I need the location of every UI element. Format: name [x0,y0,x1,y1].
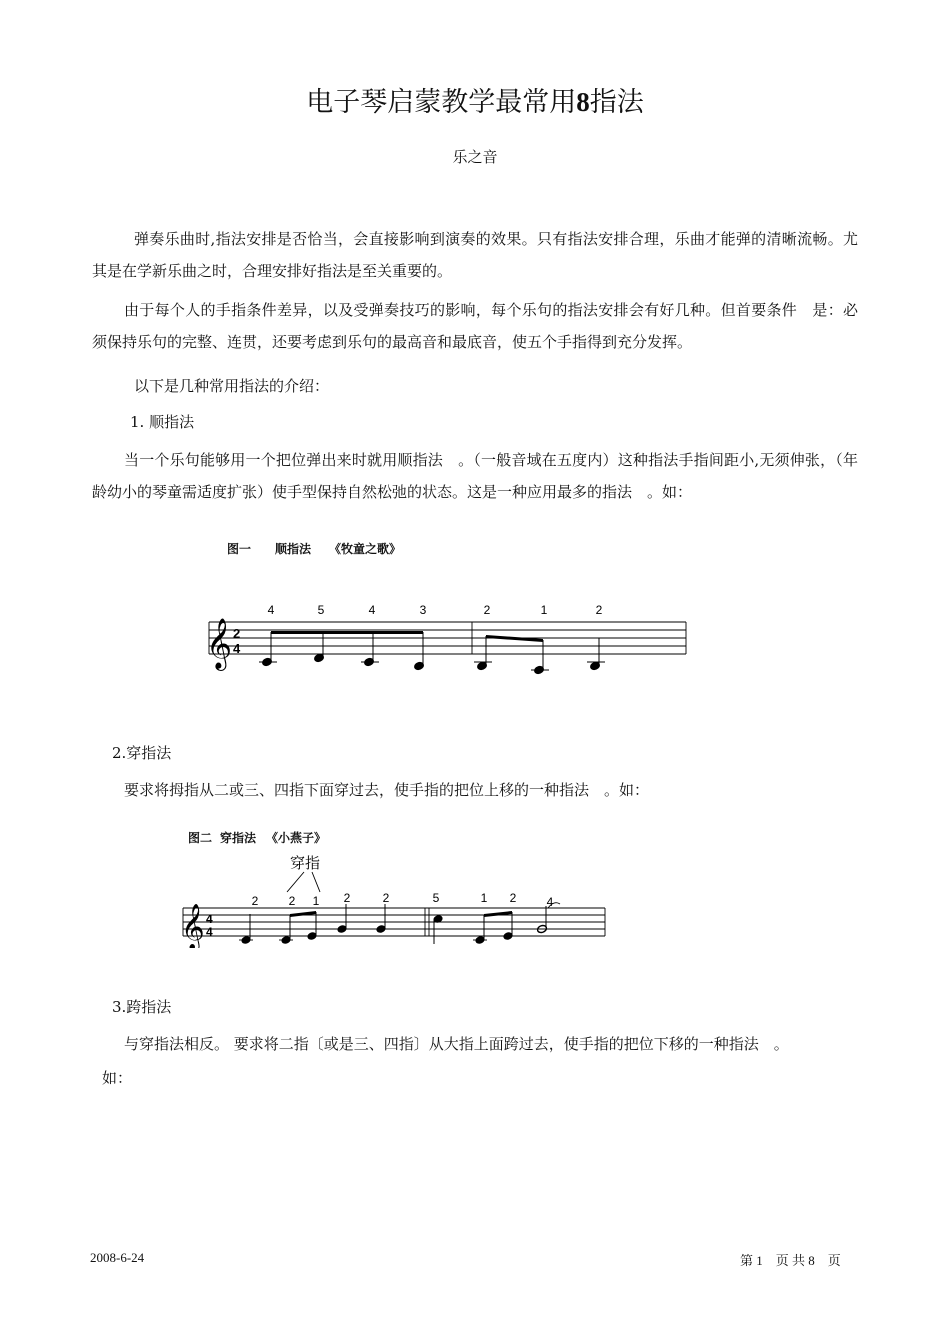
section-3-heading: 3.跨指法 [112,998,172,1016]
fingering-number: 1 [480,891,488,905]
annotation-line [287,872,304,892]
beam [484,911,512,917]
figure-1-caption [227,540,401,557]
title-number: 8 [576,87,590,117]
title-prefix: 电子琴启蒙教学最常用 [306,87,577,118]
fingering-number: 3 [419,603,427,617]
fingering-number: 5 [432,891,440,905]
fingering-number: 4 [368,603,376,617]
figure-2-label: 图二 [188,831,213,845]
fingering-numbers [268,603,603,617]
fingering-number: 1 [540,603,548,617]
fingering-numbers [252,891,554,909]
document-title [0,84,950,121]
fingering-number: 1 [312,894,320,908]
annotation-line [312,872,320,892]
treble-clef-icon: 𝄞 [206,619,233,668]
beam [271,631,423,634]
figure-1-piece: 《牧童之歌》 [329,542,402,556]
staff-lines [209,622,686,654]
section-3-body-line-2: 如： [102,1069,133,1087]
fingering-number: 4 [546,895,554,909]
footer-page-info: 第 1 页 共 8 页 [740,1253,841,1268]
fingering-number: 2 [251,894,259,908]
beam [290,911,316,917]
time-sig-top: 4 [206,912,213,926]
section-2-heading: 2.穿指法 [112,744,172,762]
section-3-body-line-1: 与穿指法相反。 要求将二指〔或是三、四指〕从大指上面跨过去，使手指的把位下移的一种指法 。 [124,1035,789,1053]
notes [239,903,560,945]
fingering-number: 5 [317,603,325,617]
time-sig-bottom: 4 [206,925,213,939]
figure-2-caption [188,829,326,846]
cross-finger-annotation: 穿指 [290,855,321,872]
section-2-body: 要求将拇指从二或三、四指下面穿过去，使手指的把位上移的一种指法 。如： [124,781,650,799]
fingering-number: 4 [267,603,275,617]
title-suffix: 指法 [589,87,644,118]
fingering-number: 2 [595,603,603,617]
fingering-number: 2 [483,603,491,617]
section-1-heading: 1. 顺指法 [130,413,195,431]
fingering-number: 2 [509,891,517,905]
beam [486,635,543,642]
figure-2-score [180,848,610,948]
footer-date: 2008-6-24 [90,1250,145,1265]
intro-paragraph-2: 由于每个人的手指条件差异，以及受弹奏技巧的影响，每个乐句的指法安排会有好几种。但首要条件 是：必须保持乐句的完整、连贯，还要考虑到乐句的最高音和最底音，使五个手指得到充分发挥。 [92,301,858,351]
figure-1-label: 图一 [227,542,252,556]
author: 乐之音 [452,148,498,166]
time-sig-top: 2 [233,626,241,641]
fingering-number: 2 [288,894,296,908]
time-sig-bottom: 4 [233,641,241,656]
figure-1-name: 顺指法 [275,542,312,556]
intro-paragraph-3: 以下是几种常用指法的介绍： [134,377,330,395]
section-1-body: 当一个乐句能够用一个把位弹出来时就用顺指法 。（一般音域在五度内）这种指法手指间距小,无须伸张，（年龄幼小的琴童需适度扩张）使手型保持自然松弛的状态。这是一种应用最多的指法 。如： [92,451,858,501]
fingering-number: 2 [382,891,390,905]
figure-2-name: 穿指法 [220,831,257,845]
figure-2-piece: 《小燕子》 [266,831,327,845]
treble-clef-icon: 𝄞 [181,905,205,948]
intro-paragraph-1: 弹奏乐曲时,指法安排是否恰当，会直接影响到演奏的效果。只有指法安排合理，乐曲才能弹的清晰流畅。尤其是在学新乐曲之时，合理安排好指法是至关重要的。 [92,230,858,280]
fingering-number: 2 [343,891,351,905]
figure-1-score [195,596,695,681]
